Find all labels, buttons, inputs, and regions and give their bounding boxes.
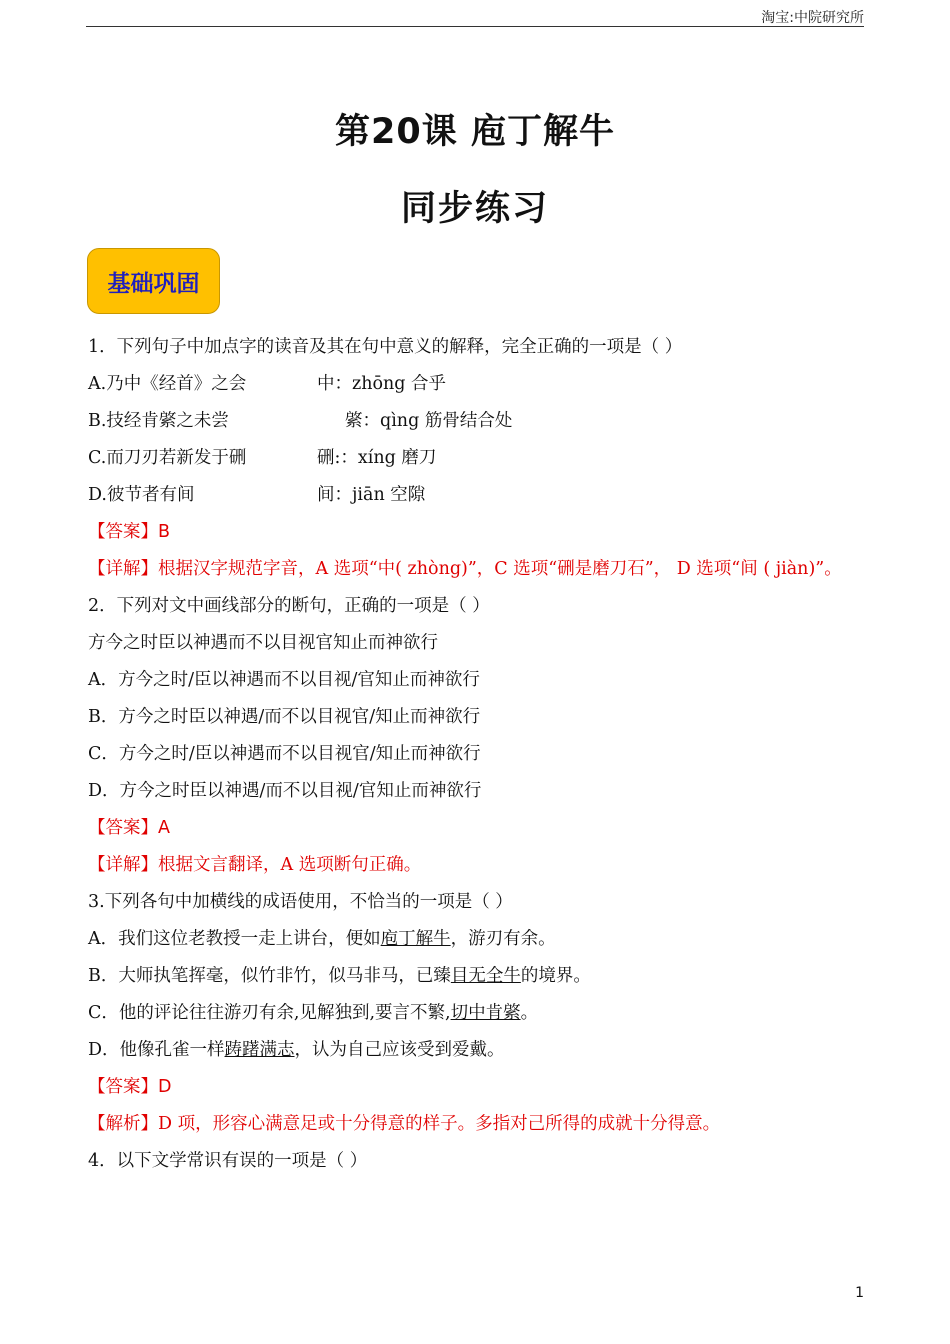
q3-explain-text: D 项，形容心满意足或十分得意的样子。多指对己所得的成就十分得意。 <box>158 1114 721 1134</box>
q3-option-b-text: B．大师执笔挥毫，似竹非竹，似马非马，已臻 <box>88 966 451 986</box>
q3-option-c <box>88 995 868 1032</box>
q3-answer-label: 【答案】 <box>88 1077 158 1097</box>
q1-option-a <box>88 366 868 403</box>
q2-explanation <box>88 847 868 884</box>
page-number: 1 <box>855 1285 864 1301</box>
q2-answer <box>88 810 868 847</box>
q1-option-c <box>88 440 868 477</box>
page-header <box>86 6 864 27</box>
section-badge-label: 基础巩固 <box>107 270 200 297</box>
section-badge <box>87 248 220 314</box>
q2-passage: 方今之时臣以神遇而不以目视官知止而神欲行 <box>88 633 438 653</box>
q3-option-b <box>88 958 868 995</box>
q3-option-a-tail: ，游刃有余。 <box>450 929 556 949</box>
q3-option-c-tail: 。 <box>520 1003 539 1023</box>
q1-option-a-explain: 中：zhōng 合乎 <box>317 374 447 394</box>
q3-explain-label: 【解析】 <box>88 1114 158 1134</box>
q1-explain-text: 根据汉字规范字音，A 选项“中( zhòng)”，C 选项“硎是磨刀石”， D 选项“间 ( jiàn)”。 <box>158 559 842 579</box>
q2-option-c: C．方今之时/臣以神遇而不以目视官/知止而神欲行 <box>88 744 481 764</box>
q3-option-d-idiom: 踌躇满志 <box>224 1040 295 1060</box>
q3-option-a-text: A．我们这位老教授一走上讲台，便如 <box>88 929 381 949</box>
q1-option-a-sentence: A.乃中《经首》之会 <box>88 374 247 394</box>
q3-stem: 3.下列各句中加横线的成语使用，不恰当的一项是（ ） <box>88 892 513 912</box>
q4-stem: 4．以下文学常识有误的一项是（ ） <box>88 1151 368 1171</box>
q1-option-c-sentence: C.而刀刃若新发于硎 <box>88 448 247 468</box>
lesson-subtitle: 同步练习 <box>400 189 549 229</box>
q1-option-b <box>88 403 868 440</box>
q1-option-d-explain: 间：jiān 空隙 <box>317 485 426 505</box>
exercise-content <box>88 329 868 1180</box>
q3-answer-value: D <box>158 1077 172 1097</box>
q1-explain-label: 【详解】 <box>88 559 158 579</box>
q1-answer-value: B <box>158 522 171 542</box>
q3-option-d-tail: ，认为自己应该受到爱戴。 <box>294 1040 505 1060</box>
q3-option-b-idiom: 目无全牛 <box>450 966 521 986</box>
q2-option-d: D．方今之时臣以神遇/而不以目视/官知止而神欲行 <box>88 781 482 801</box>
q3-answer <box>88 1069 868 1106</box>
q1-option-d-sentence: D.彼节者有间 <box>88 485 195 505</box>
q3-option-a <box>88 921 868 958</box>
q2-explain-text: 根据文言翻译，A 选项断句正确。 <box>158 855 422 875</box>
q3-option-d-text: D．他像孔雀一样 <box>88 1040 225 1060</box>
q3-option-a-idiom: 庖丁解牛 <box>380 929 451 949</box>
q1-option-b-explain: 綮：qìng 筋骨结合处 <box>345 411 513 431</box>
q1-answer-label: 【答案】 <box>88 522 158 542</box>
q1-answer <box>88 514 868 551</box>
q3-option-c-idiom: 切中肯綮 <box>450 1003 521 1023</box>
q2-stem: 2．下列对文中画线部分的断句，正确的一项是（ ） <box>88 596 490 616</box>
q2-explain-label: 【详解】 <box>88 855 158 875</box>
q2-answer-label: 【答案】 <box>88 818 158 838</box>
q1-option-c-explain: 硎:：xíng 磨刀 <box>317 448 437 468</box>
q1-explanation <box>88 551 868 588</box>
q3-option-d <box>88 1032 868 1069</box>
q2-option-a: A．方今之时/臣以神遇而不以目视/官知止而神欲行 <box>88 670 480 690</box>
q2-answer-value: A <box>158 818 170 838</box>
q1-option-d <box>88 477 868 514</box>
lesson-title: 第20课 庖丁解牛 <box>335 112 615 152</box>
q3-option-b-tail: 的境界。 <box>520 966 591 986</box>
q1-stem: 1．下列句子中加点字的读音及其在句中意义的解释，完全正确的一项是（ ） <box>88 337 683 357</box>
q3-explanation <box>88 1106 868 1143</box>
q1-option-b-sentence: B.技经肯綮之未尝 <box>88 411 229 431</box>
header-text: 淘宝:中院研究所 <box>761 10 864 26</box>
q2-option-b: B．方今之时臣以神遇/而不以目视官/知止而神欲行 <box>88 707 481 727</box>
q3-option-c-text: C．他的评论往往游刃有余,见解独到,要言不繁, <box>88 1003 451 1023</box>
